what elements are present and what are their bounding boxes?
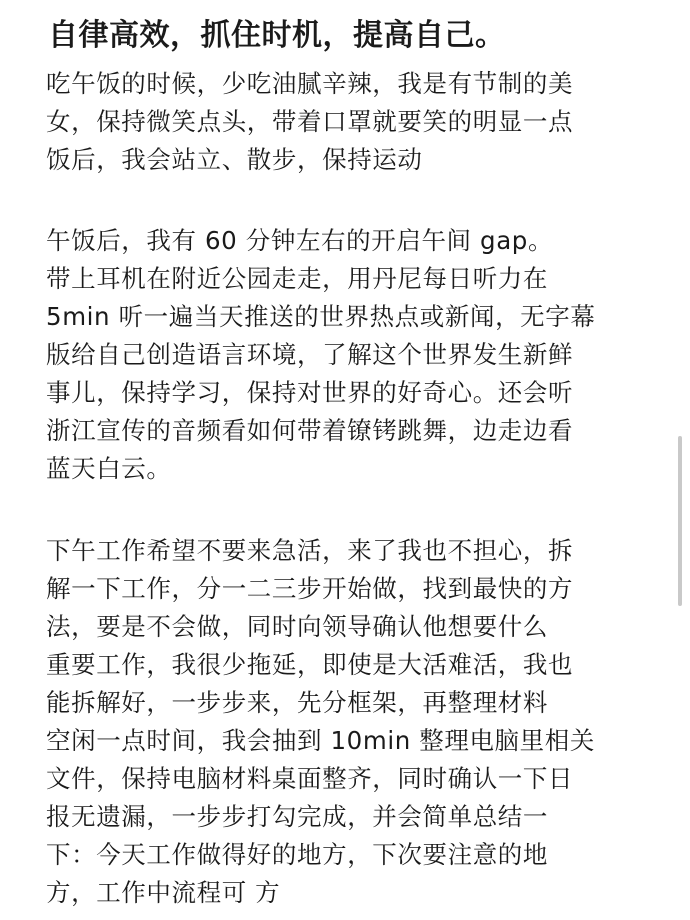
paragraph-line: 报无遗漏，一步步打勾完成，并会简单总结一: [46, 802, 548, 831]
paragraph-line: 重要工作，我很少拖延，即使是大活难活，我也: [46, 650, 574, 679]
paragraph-line: 法，要是不会做，同时向领导确认他想要什么: [46, 612, 548, 641]
paragraph-line: 女，保持微笑点头，带着口罩就要笑的明显一点: [46, 107, 574, 136]
paragraph-line: 下：今天工作做得好的地方，下次要注意的地: [46, 840, 548, 869]
paragraph-line: 带上耳机在附近公园走走，用丹尼每日听力在: [46, 264, 548, 293]
page-title: 自律高效，抓住时机，提高自己。: [48, 18, 506, 53]
paragraph-line: 下午工作希望不要来急活，来了我也不担心，拆: [46, 536, 574, 565]
paragraph-line: 蓝天白云。: [46, 454, 172, 483]
paragraph-line: 浙江宣传的音频看如何带着镣铐跳舞，边走边看: [46, 416, 574, 445]
paragraph-line: 版给自己创造语言环境，了解这个世界发生新鲜: [46, 340, 574, 369]
paragraph-line: 能拆解好，一步步来，先分框架，再整理材料: [46, 688, 548, 717]
paragraph-line: 事儿，保持学习，保持对世界的好奇心。还会听: [46, 378, 574, 407]
paragraph-line: 饭后，我会站立、散步，保持运动: [46, 145, 423, 174]
paragraph-line: 解一下工作，分一二三步开始做，找到最快的方: [46, 574, 574, 603]
paragraph-line: 文件，保持电脑材料桌面整齐，同时确认一下日: [46, 764, 574, 793]
paragraph-line: 方，工作中流程可 方: [46, 878, 281, 907]
paragraph-line: 吃午饭的时候，少吃油腻辛辣，我是有节制的美: [46, 69, 574, 98]
scrollbar-thumb[interactable]: [678, 436, 682, 606]
paragraph-line: 5min 听一遍当天推送的世界热点或新闻，无字幕: [46, 302, 596, 331]
paragraph-line: 空闲一点时间，我会抽到 10min 整理电脑里相关: [46, 726, 595, 755]
paragraph-line: 午饭后，我有 60 分钟左右的开启午间 gap。: [46, 226, 554, 255]
